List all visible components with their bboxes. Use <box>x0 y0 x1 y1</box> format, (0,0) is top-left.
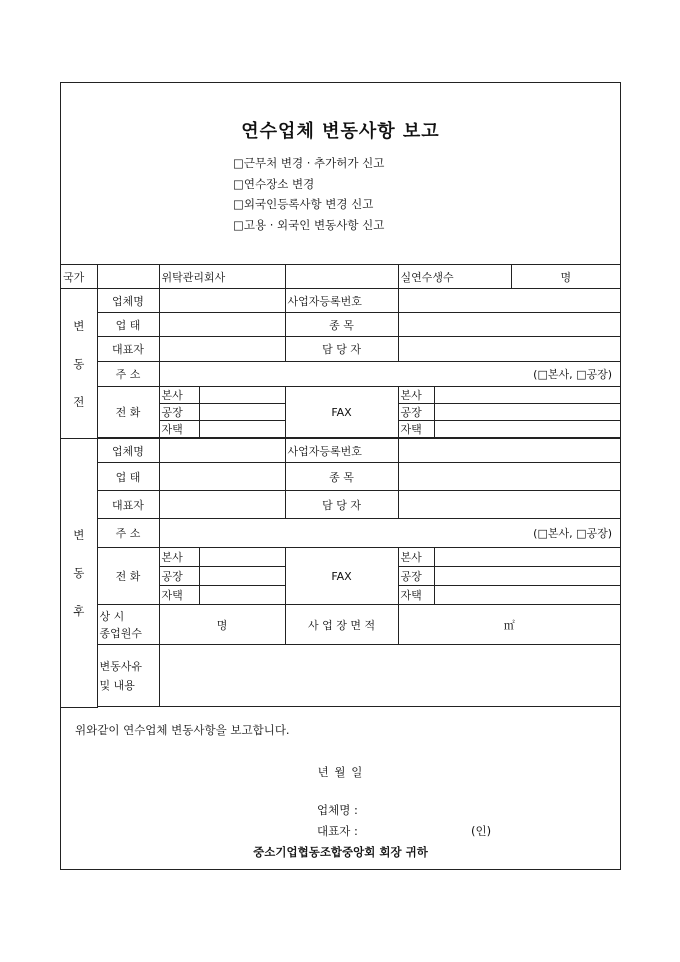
site-area-value[interactable]: ㎡ <box>398 605 620 645</box>
after-business-type-value[interactable] <box>159 463 285 491</box>
before-address-label: 주 소 <box>97 362 159 387</box>
country-value[interactable] <box>97 265 159 289</box>
before-representative-label: 대표자 <box>97 337 159 362</box>
after-representative-value[interactable] <box>159 491 285 519</box>
before-fax-home-label: 자택 <box>398 421 434 438</box>
before-item-value[interactable] <box>398 313 620 337</box>
employees-value[interactable]: 명 <box>159 605 285 645</box>
after-biz-reg-label: 사업자등록번호 <box>285 439 398 463</box>
employees-label: 상 시 종업원수 <box>97 605 159 645</box>
trainees-unit[interactable]: 명 <box>511 265 620 289</box>
option-training-site-change[interactable]: □연수장소 변경 <box>233 176 315 191</box>
after-address-value[interactable]: (□본사, □공장) <box>159 519 620 548</box>
footer-company-label[interactable]: 업체명 : <box>317 803 358 817</box>
after-phone-home-label: 자택 <box>159 586 199 605</box>
after-item-value[interactable] <box>398 463 620 491</box>
after-company-name-label: 업체명 <box>97 439 159 463</box>
change-reason-label: 변동사유 및 내용 <box>97 645 159 707</box>
before-phone-factory-value[interactable] <box>199 404 285 421</box>
before-fax-hq-value[interactable] <box>434 387 620 404</box>
before-phone-home-value[interactable] <box>199 421 285 438</box>
country-label: 국가 <box>61 265 97 289</box>
after-address-label: 주 소 <box>97 519 159 548</box>
before-address-value[interactable]: (□본사, □공장) <box>159 362 620 387</box>
agency-value[interactable] <box>285 265 398 289</box>
after-fax-hq-value[interactable] <box>434 548 620 567</box>
option-workplace-change[interactable]: □근무처 변경 · 추가허가 신고 <box>233 156 385 170</box>
site-area-label: 사 업 장 면 적 <box>285 605 398 645</box>
before-fax-hq-label: 본사 <box>398 387 434 404</box>
report-form <box>60 82 621 870</box>
addressee: 중소기업협동조합중앙회 회장 귀하 <box>253 845 428 859</box>
before-fax-label: FAX <box>285 387 398 438</box>
before-phone-factory-label: 공장 <box>159 404 199 421</box>
after-fax-home-value[interactable] <box>434 586 620 605</box>
before-company-name-label: 업체명 <box>97 289 159 313</box>
option-employment-change[interactable]: □고용 · 외국인 변동사항 신고 <box>233 217 385 232</box>
form-title: 연수업체 변동사항 보고 <box>241 121 440 142</box>
report-type-options <box>233 153 384 235</box>
after-fax-factory-label: 공장 <box>398 567 434 586</box>
after-contact-value[interactable] <box>398 491 620 519</box>
after-change-label: 변 동 후 <box>61 439 97 708</box>
before-biz-reg-value[interactable] <box>398 289 620 313</box>
after-fax-factory-value[interactable] <box>434 567 620 586</box>
after-phone-hq-label: 본사 <box>159 548 199 567</box>
before-biz-reg-label: 사업자등록번호 <box>285 289 398 313</box>
option-alien-registration-change[interactable]: □외국인등록사항 변경 신고 <box>233 197 374 211</box>
after-item-label: 종 목 <box>285 463 398 491</box>
before-business-type-label: 업 태 <box>97 313 159 337</box>
after-biz-reg-value[interactable] <box>398 439 620 463</box>
before-business-type-value[interactable] <box>159 313 285 337</box>
after-representative-label: 대표자 <box>97 491 159 519</box>
before-change-label: 변 동 전 <box>61 289 97 439</box>
change-table <box>61 264 620 708</box>
before-phone-hq-label: 본사 <box>159 387 199 404</box>
before-company-name-value[interactable] <box>159 289 285 313</box>
report-statement: 위와같이 연수업체 변동사항을 보고합니다. <box>75 723 290 737</box>
trainees-label: 실연수생수 <box>398 265 511 289</box>
after-company-name-value[interactable] <box>159 439 285 463</box>
seal-mark: (인) <box>471 824 492 838</box>
after-phone-factory-label: 공장 <box>159 567 199 586</box>
after-fax-home-label: 자택 <box>398 586 434 605</box>
after-fax-hq-label: 본사 <box>398 548 434 567</box>
before-contact-label: 담 당 자 <box>285 337 398 362</box>
agency-label: 위탁관리회사 <box>159 265 285 289</box>
before-phone-hq-value[interactable] <box>199 387 285 404</box>
before-contact-value[interactable] <box>398 337 620 362</box>
before-phone-home-label: 자택 <box>159 421 199 438</box>
before-representative-value[interactable] <box>159 337 285 362</box>
after-contact-label: 담 당 자 <box>285 491 398 519</box>
before-fax-factory-value[interactable] <box>434 404 620 421</box>
after-phone-hq-value[interactable] <box>199 548 285 567</box>
before-item-label: 종 목 <box>285 313 398 337</box>
after-phone-factory-value[interactable] <box>199 567 285 586</box>
footer-representative-label[interactable]: 대표자 : <box>317 824 358 838</box>
change-reason-value[interactable] <box>159 645 620 707</box>
before-fax-home-value[interactable] <box>434 421 620 438</box>
before-fax-factory-label: 공장 <box>398 404 434 421</box>
after-business-type-label: 업 태 <box>97 463 159 491</box>
after-phone-home-value[interactable] <box>199 586 285 605</box>
before-phone-label: 전 화 <box>97 387 159 438</box>
report-date[interactable]: 년 월 일 <box>317 765 364 779</box>
after-phone-label: 전 화 <box>97 548 159 605</box>
after-fax-label: FAX <box>285 548 398 605</box>
